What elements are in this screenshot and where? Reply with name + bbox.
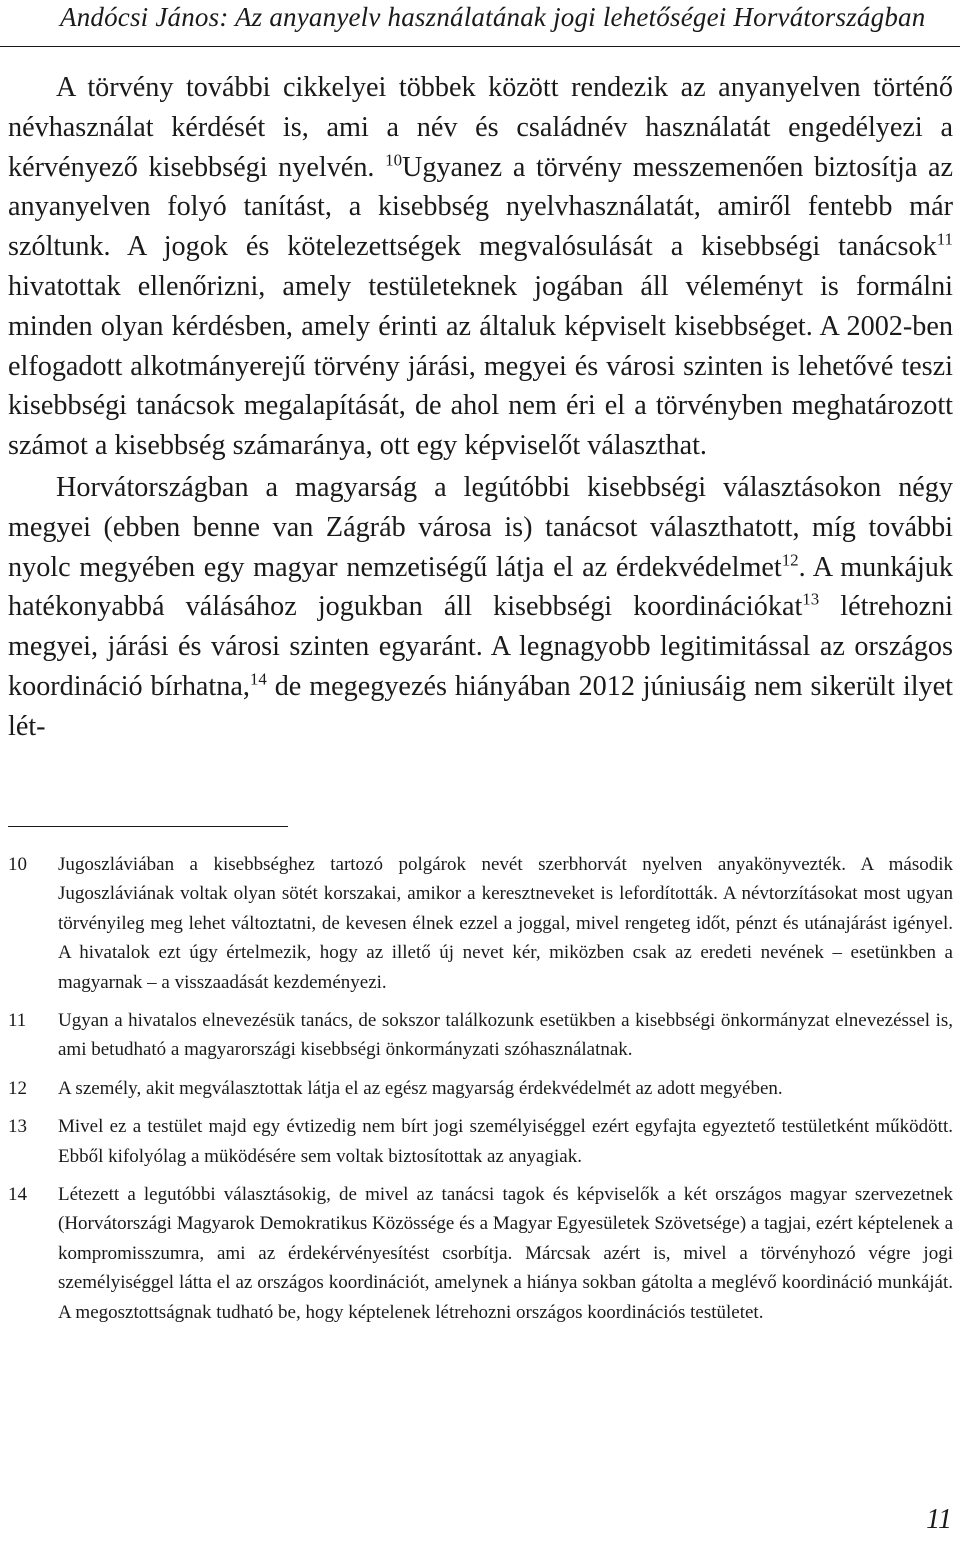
paragraph-2-text-d: de megegyezés hiányában 2012 júniusáig nem sikerült ilyet lét- xyxy=(8,670,953,742)
footnote-ref-13[interactable]: 13 xyxy=(802,589,820,609)
footnote-number: 12 xyxy=(8,1077,27,1099)
footnote-text: Ugyan a hivatalos elnevezésük tanács, de sokszor találkozunk esetükben a kisebbségi önkormányzat elnevezéssel is, ami betudható a magyarországi kisebbségi önkormányzati szóhasználatnak. xyxy=(58,1010,953,1061)
paragraph-2-text-b: . A munkájuk hatékonyabbá válásához jogukban áll kisebbségi koordinációkat xyxy=(8,551,953,623)
footnotes xyxy=(8,850,953,1336)
footnote-text: A személy, akit megválasztottak látja el az egész magyarság érdekvédelmét az adott megyében. xyxy=(58,1077,783,1099)
paragraph-2-text-c: létrehozni megyei, járási és városi szinten egyaránt. A legnagyobb legitimitással az országos koordináció bírhatna, xyxy=(8,591,953,702)
footnote-14 xyxy=(8,1180,953,1327)
paragraph-2-text-a: Horvátországban a magyarság a legútóbbi kisebbségi választásokon négy megyei (ebben benne van Zágráb városa is) tanácsot választhatott, míg további nyolc megyében egy magyar nemzetiségű látja el az érdekvédelmet xyxy=(8,471,953,583)
paragraph-1-text-a: A törvény további cikkelyei többek között rendezik az anyanyelven történő névhasználat kérdését is, ami a név és családnév használatát engedélyezi a kérvényező kisebbségi nyelvén. xyxy=(8,72,953,183)
footnote-number: 10 xyxy=(8,854,27,875)
footnote-text: Létezett a legutóbbi választásokig, de mivel az tanácsi tagok és képviselők a két országos magyar szervezetnek (Horvátországi Magyarok Demokratikus Közössége és a Magyar Egyesületek Szövetsége) a tagjai, ezért képtelenek a kompromisszumra, ami az érdekérvényesítést csorbítja. Márcsak azért is, mivel a törvényhozó végre jogi személyiséggel látta el az országos koordinációt, amelynek a hiánya sokban gátolta a meglévő koordináció munkáját. A megosztottságnak tudható be, hogy képtelenek létrehozni országos koordinációs testületet. xyxy=(58,1184,953,1323)
header-divider xyxy=(0,46,960,47)
running-head: Andócsi János: Az anyanyelv használatának jogi lehetőségei Horvátországban xyxy=(60,2,926,32)
footnote-number: 13 xyxy=(8,1116,27,1138)
footnote-number: 14 xyxy=(8,1184,27,1206)
footnote-ref-11[interactable]: 11 xyxy=(936,229,953,249)
paragraph-1-text-b: Ugyanez a törvény messzemenően biztosítja az anyanyelven folyó tanítást, a kisebbség nyelvhasználatát, amiről fentebb már szóltunk. A jogok és kötelezettségek megvalósulását a kisebbségi tanácsok xyxy=(8,151,953,263)
footnote-number: 11 xyxy=(8,1010,27,1032)
footnote-ref-12[interactable]: 12 xyxy=(781,550,799,570)
page-number: 11 xyxy=(926,1504,952,1535)
footnote-10 xyxy=(8,850,953,997)
footnote-text: Jugoszláviában a kisebbséghez tartozó polgárok nevét szerbhorvát nyelven anyakönyvezték. A második Jugoszláviának voltak olyan sötét korszakai, amikor a keresztneveket is lefordították. A névtorzításokat most ugyan törvényileg meg lehet változtatni, de kevesen élnek ezzel a joggal, mivel rengeteg időt, pénzt és utánajárást igényel. A hivatalok ezt úgy értelmezik, hogy az illető új nevet kér, miközben csak az eredeti nevének – esetünkben a magyarnak – a visszaadását kezdeményezi. xyxy=(58,854,953,993)
main-text xyxy=(8,68,953,747)
footnote-12 xyxy=(8,1074,953,1103)
footnote-11 xyxy=(8,1006,953,1065)
footnote-ref-10[interactable]: 10 xyxy=(385,150,403,170)
footnote-ref-14[interactable]: 14 xyxy=(249,669,267,689)
footnote-text: Mivel ez a testület majd egy évtizedig nem bírt jogi személyiséggel ezért egyfajta egyeztető testületként működött. Ebből kifolyólag a müködésére sem voltak biztosítottak az anyagiak. xyxy=(58,1116,953,1167)
paragraph-1 xyxy=(8,68,953,466)
footnote-divider xyxy=(8,826,288,827)
footnote-13 xyxy=(8,1112,953,1171)
paragraph-2 xyxy=(8,468,953,747)
paragraph-1-text-c: hivatottak ellenőrizni, amely testületeknek jogában áll véleményt is formálni minden olyan kérdésben, amely érinti az általuk képviselt kisebbséget. A 2002-ben elfogadott alkotmányerejű törvény járási, megyei és városi szinten is lehetővé teszi kisebbségi tanácsok megalapítását, de ahol nem éri el a törvényben meghatározott számot a kisebbség számaránya, ott egy képviselőt választhat. xyxy=(8,270,953,462)
